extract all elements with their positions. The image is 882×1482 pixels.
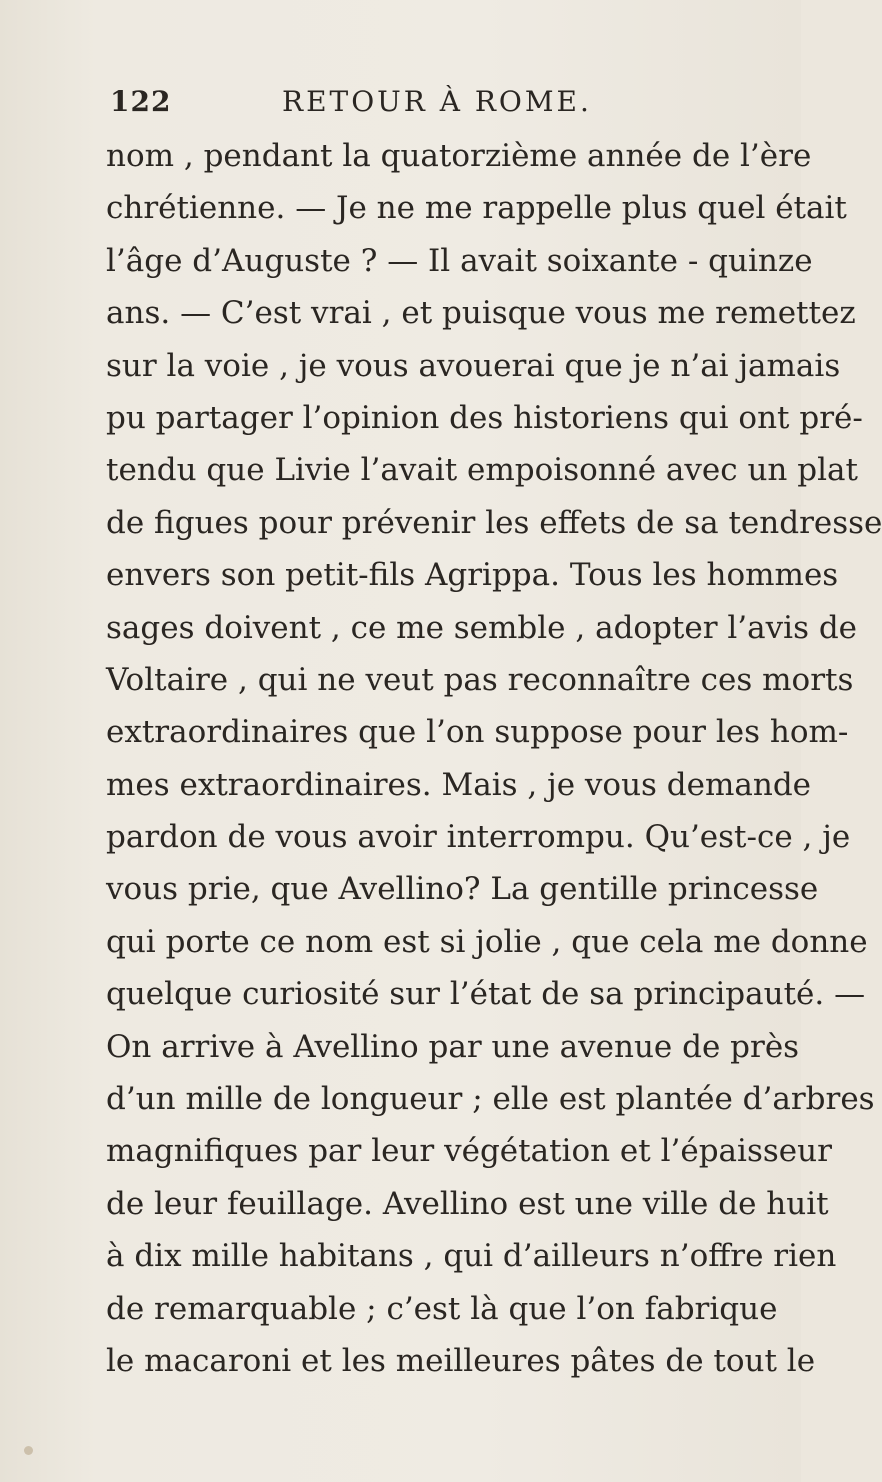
- page-header: [110, 85, 670, 129]
- text-line: pardon de vous avoir interrompu. Qu’est-ce , je: [106, 819, 851, 856]
- text-line: sur la voie , je vous avouerai que je n’ai jamais: [106, 347, 841, 384]
- text-line: vous prie, que Avellino? La gentille princesse: [106, 871, 819, 908]
- text-line: quelque curiosité sur l’état de sa principauté. —: [106, 976, 866, 1013]
- page-number: 122: [110, 85, 172, 118]
- text-line: sages doivent , ce me semble , adopter l’avis de: [106, 609, 858, 646]
- text-line: mes extraordinaires. Mais , je vous demande: [106, 766, 812, 803]
- text-line: de remarquable ; c’est là que l’on fabrique: [106, 1290, 778, 1327]
- body-text: [106, 130, 882, 1387]
- text-line: On arrive à Avellino par une avenue de près: [106, 1028, 800, 1065]
- text-line: à dix mille habitans , qui d’ailleurs n’offre rien: [106, 1238, 837, 1275]
- text-line: chrétienne. — Je ne me rappelle plus quel était: [106, 190, 847, 227]
- text-line: d’un mille de longueur ; elle est plantée d’arbres: [106, 1081, 875, 1118]
- running-title: RETOUR À ROME.: [282, 85, 592, 118]
- text-line: l’âge d’Auguste ? — Il avait soixante - quinze: [106, 242, 813, 279]
- paper-speck: [24, 1446, 33, 1455]
- text-line: Voltaire , qui ne veut pas reconnaître ces morts: [106, 661, 854, 698]
- text-line: de figues pour prévenir les effets de sa tendresse: [106, 504, 882, 541]
- text-line: le macaroni et les meilleures pâtes de tout le: [106, 1342, 816, 1379]
- text-line: nom , pendant la quatorzième année de l’ère: [106, 138, 812, 174]
- text-line: extraordinaires que l’on suppose pour les hom-: [106, 714, 849, 751]
- text-line: tendu que Livie l’avait empoisonné avec un plat: [106, 452, 858, 489]
- text-line: pu partager l’opinion des historiens qui ont pré-: [106, 399, 863, 436]
- text-line: de leur feuillage. Avellino est une ville de huit: [106, 1185, 829, 1222]
- text-line: envers son petit-fils Agrippa. Tous les hommes: [106, 557, 839, 594]
- text-line: magnifiques par leur végétation et l’épaisseur: [106, 1133, 832, 1170]
- text-line: qui porte ce nom est si jolie , que cela me donne: [106, 923, 868, 960]
- text-line: ans. — C’est vrai , et puisque vous me remettez: [106, 295, 856, 332]
